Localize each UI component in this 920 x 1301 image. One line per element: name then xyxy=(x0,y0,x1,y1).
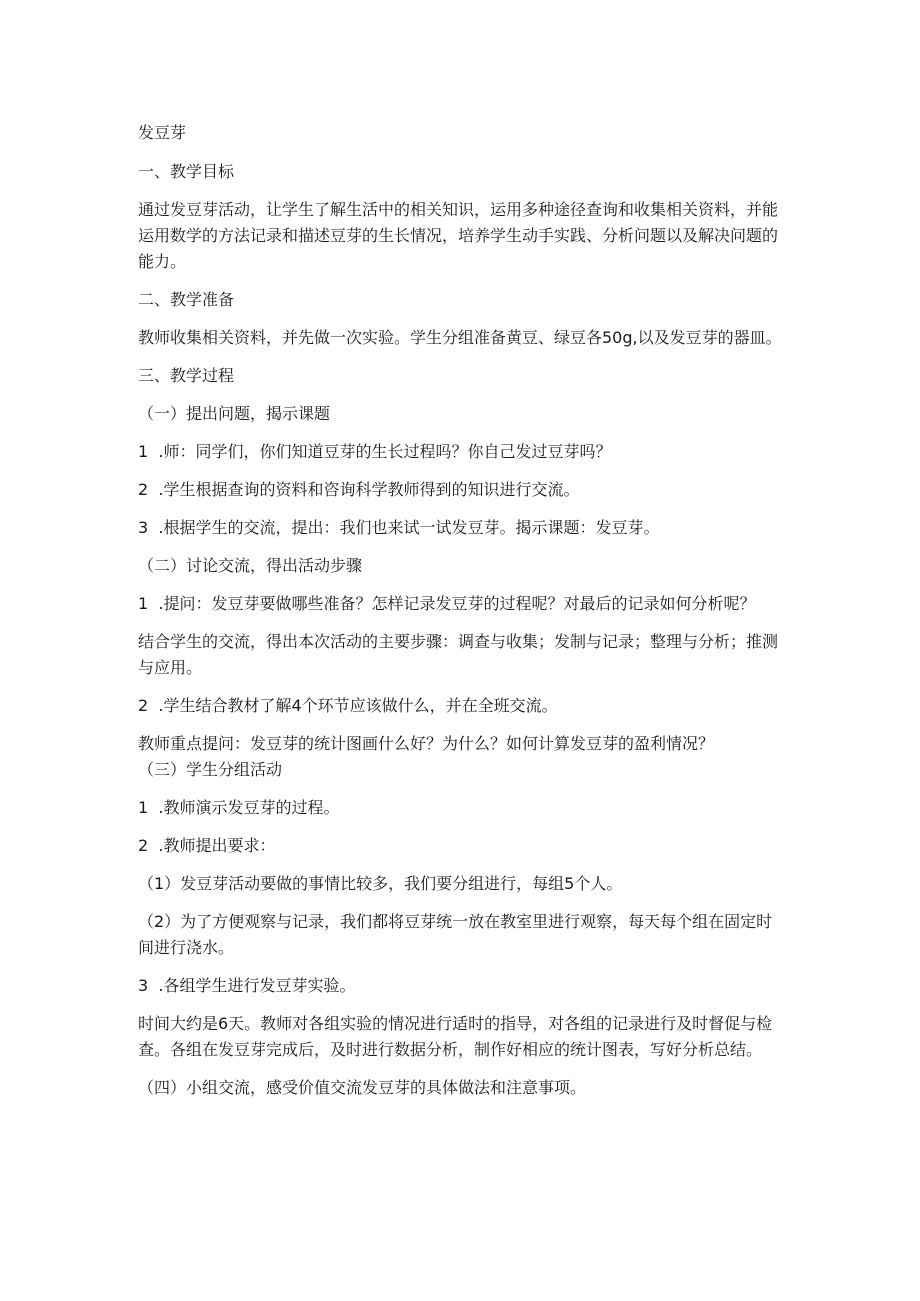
subsection-heading: （一）提出问题，揭示课题 xyxy=(138,404,331,423)
requirement-item: （1）发豆芽活动要做的事情比较多，我们要分组进行，每组5个人。 xyxy=(138,874,623,893)
section-heading: 二、教学准备 xyxy=(138,290,235,309)
list-item: 2 .学生根据查询的资料和咨询科学教师得到的知识进行交流。 xyxy=(138,480,580,499)
subsection-heading: （二）讨论交流，得出活动步骤 xyxy=(138,556,363,575)
list-item: 1 .师：同学们，你们知道豆芽的生长过程吗？你自己发过豆芽吗？ xyxy=(138,442,612,461)
paragraph: 通过发豆芽活动，让学生了解生活中的相关知识，运用多种途径查询和收集相关资料，并能运用数学的方法记录和描述豆芽的生长情况，培养学生动手实践、分析问题以及解决问题的能力。 xyxy=(138,200,779,271)
section-heading: 一、教学目标 xyxy=(138,162,235,181)
document-title: 发豆芽 xyxy=(138,123,187,142)
subsection-heading: （四）小组交流，感受价值交流发豆芽的具体做法和注意事项。 xyxy=(138,1078,587,1097)
subsection-heading: （三）学生分组活动 xyxy=(138,760,283,779)
paragraph: 结合学生的交流，得出本次活动的主要步骤：调查与收集；发制与记录；整理与分析；推测与应用。 xyxy=(138,632,779,677)
paragraph: 教师收集相关资料，并先做一次实验。学生分组准备黄豆、绿豆各50g,以及发豆芽的器皿。 xyxy=(138,328,782,347)
requirement-item: （2）为了方便观察与记录，我们都将豆芽统一放在教室里进行观察，每天每个组在固定时间进行浇水。 xyxy=(138,912,773,957)
paragraph: 时间大约是6天。教师对各组实验的情况进行适时的指导，对各组的记录进行及时督促与检查。各组在发豆芽完成后，及时进行数据分析，制作好相应的统计图表，写好分析总结。 xyxy=(138,1014,773,1059)
list-item: 3 .根据学生的交流，提出：我们也来试一试发豆芽。揭示课题：发豆芽。 xyxy=(138,518,660,537)
paragraph: 教师重点提问：发豆芽的统计图画什么好？为什么？如何计算发豆芽的盈利情况？ xyxy=(138,734,715,753)
list-item: 3 .各组学生进行发豆芽实验。 xyxy=(138,976,356,995)
list-item: 2 .学生结合教材了解4个环节应该做什么，并在全班交流。 xyxy=(138,696,558,715)
list-item: 2 .教师提出要求： xyxy=(138,836,276,855)
section-heading: 三、教学过程 xyxy=(138,366,235,385)
list-item: 1 .提问：发豆芽要做哪些准备？怎样记录发豆芽的过程呢？对最后的记录如何分析呢？ xyxy=(138,594,756,613)
list-item: 1 .教师演示发豆芽的过程。 xyxy=(138,798,340,817)
document-body xyxy=(138,120,788,1113)
